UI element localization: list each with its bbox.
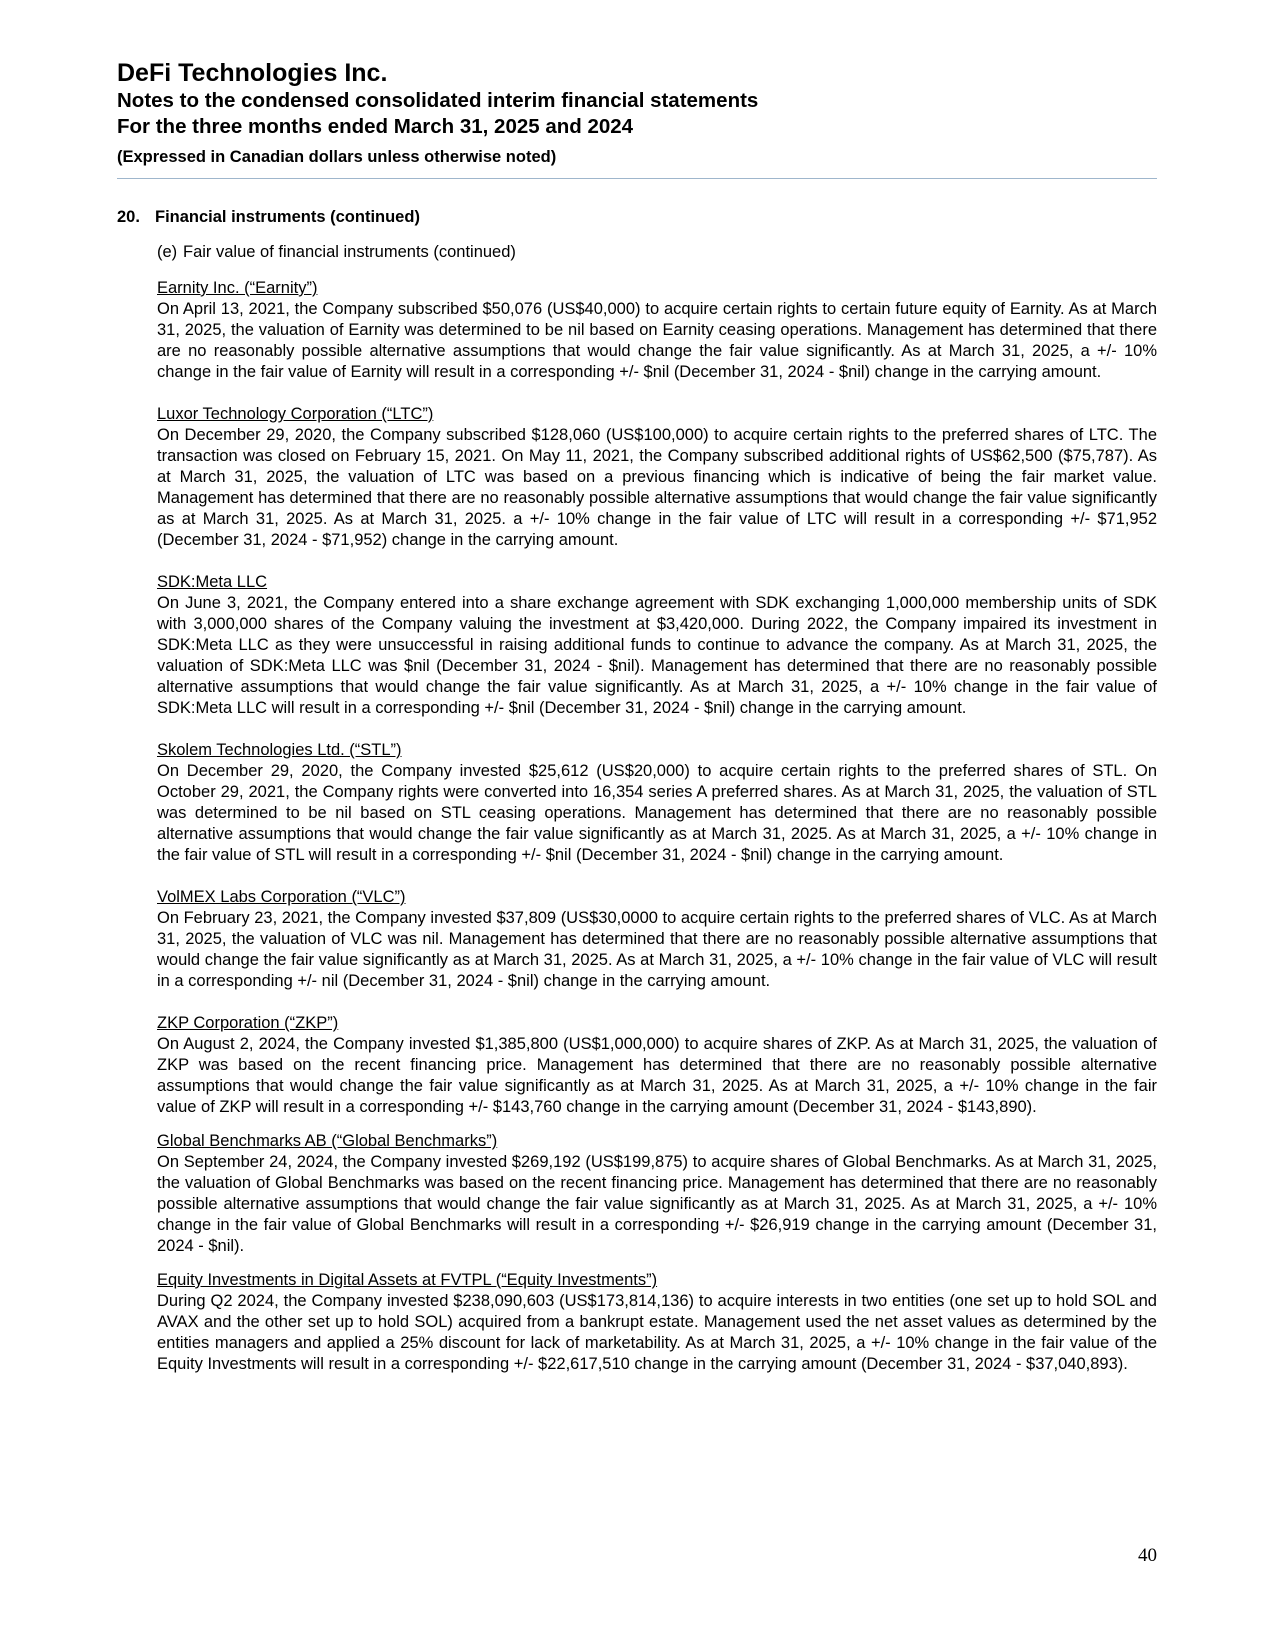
page-header xyxy=(117,58,1157,168)
investment-block-stl xyxy=(157,740,1157,866)
investment-block-global-benchmarks xyxy=(157,1131,1157,1257)
section-heading xyxy=(117,208,420,227)
subsection-label: (e) xyxy=(157,243,178,261)
header-divider xyxy=(117,178,1157,179)
block-title: SDK:Meta LLC xyxy=(157,573,268,591)
investment-block-vlc xyxy=(157,887,1157,992)
block-text: On September 24, 2024, the Company invested $269,192 (US$199,875) to acquire shares of Global Benchmarks. As at March 31, 2025, the valuation of Global Benchmarks was based on the recent financing price. Management has determined that there are no reasonably possible alternative assumptions that would change the fair value significantly as at March 31, 2025. As at March 31, 2025, a +/- 10% change in the fair value of Global Benchmarks will result in a corresponding +/- $26,919 change in the carrying amount (December 31, 2024 - $nil). xyxy=(157,1153,1157,1255)
subsection-title: Fair value of financial instruments (continued) xyxy=(183,243,516,261)
subsection-heading xyxy=(157,242,1157,263)
block-text: On February 23, 2021, the Company invested $37,809 (US$30,0000 to acquire certain rights to the preferred shares of VLC. As at March 31, 2025, the valuation of VLC was nil. Management has determined that there are no reasonably possible alternative assumptions that would change the fair value significantly as at March 31, 2025. As at March 31, 2025, a +/- 10% change in the fair value of VLC will result in a corresponding +/- nil (December 31, 2024 - $nil) change in the carrying amount. xyxy=(157,909,1157,990)
block-title: Equity Investments in Digital Assets at FVTPL (“Equity Investments”) xyxy=(157,1271,658,1289)
period-title: For the three months ended March 31, 2025 and 2024 xyxy=(117,115,634,138)
currency-note: (Expressed in Canadian dollars unless otherwise noted) xyxy=(117,148,557,166)
block-text: On August 2, 2024, the Company invested $1,385,800 (US$1,000,000) to acquire shares of ZKP. As at March 31, 2025, the valuation of ZKP was based on the recent financing price. Management has determined that there are no reasonably possible alternative assumptions that would change the fair value significantly as at March 31, 2025. As at March 31, 2025, a +/- 10% change in the fair value of ZKP will result in a corresponding +/- $143,760 change in the carrying amount (December 31, 2024 - $143,890). xyxy=(157,1035,1157,1116)
investment-block-equity-investments xyxy=(157,1270,1157,1375)
block-title: Skolem Technologies Ltd. (“STL”) xyxy=(157,741,402,759)
block-text: On June 3, 2021, the Company entered into a share exchange agreement with SDK exchanging 1,000,000 membership units of SDK with 3,000,000 shares of the Company valuing the investment at $3,420,000. During 2022, the Company impaired its investment in SDK:Meta LLC as they were unsuccessful in raising additional funds to continue to advance the company. As at March 31, 2025, the valuation of SDK:Meta LLC was $nil (December 31, 2024 - $nil). Management has determined that there are no reasonably possible alternative assumptions that would change the fair value significantly. As at March 31, 2025, a +/- 10% change in the fair value of SDK:Meta LLC will result in a corresponding +/- $nil (December 31, 2024 - $nil) change in the carrying amount. xyxy=(157,594,1157,717)
document-title: Notes to the condensed consolidated interim financial statements xyxy=(117,89,759,112)
section-title: Financial instruments (continued) xyxy=(155,208,420,226)
section-number: 20. xyxy=(117,208,140,226)
investment-block-sdk-meta xyxy=(157,572,1157,719)
block-title: VolMEX Labs Corporation (“VLC”) xyxy=(157,888,406,906)
investment-block-zkp xyxy=(157,1013,1157,1118)
block-title: Earnity Inc. (“Earnity”) xyxy=(157,279,318,297)
block-text: On April 13, 2021, the Company subscribed $50,076 (US$40,000) to acquire certain rights to certain future equity of Earnity. As at March 31, 2025, the valuation of Earnity was determined to be nil based on Earnity ceasing operations. Management has determined that there are no reasonably possible alternative assumptions that would change the fair value significantly. As at March 31, 2025, a +/- 10% change in the fair value of Earnity will result in a corresponding +/- $nil (December 31, 2024 - $nil) change in the carrying amount. xyxy=(157,300,1157,381)
note-content xyxy=(157,242,1157,1396)
company-name: DeFi Technologies Inc. xyxy=(117,59,388,87)
block-text: On December 29, 2020, the Company invested $25,612 (US$20,000) to acquire certain rights to the preferred shares of STL. On October 29, 2021, the Company rights were converted into 16,354 series A preferred shares. As at March 31, 2025, the valuation of STL was determined to be nil based on STL ceasing operations. Management has determined that there are no reasonably possible alternative assumptions that would change the fair value significantly as at March 31, 2025. As at March 31, 2025, a +/- 10% change in the fair value of STL will result in a corresponding +/- $nil (December 31, 2024 - $nil) change in the carrying amount. xyxy=(157,762,1157,864)
investment-block-ltc xyxy=(157,404,1157,551)
page-number: 40 xyxy=(1138,1545,1157,1566)
block-text: During Q2 2024, the Company invested $238,090,603 (US$173,814,136) to acquire interests in two entities (one set up to hold SOL and AVAX and the other set up to hold SOL) acquired from a bankrupt estate. Management used the net asset values as determined by the entities managers and applied a 25% discount for lack of marketability. As at March 31, 2025, a +/- 10% change in the fair value of the Equity Investments will result in a corresponding +/- $22,617,510 change in the carrying amount (December 31, 2024 - $37,040,893). xyxy=(157,1292,1157,1373)
block-title: Global Benchmarks AB (“Global Benchmarks”) xyxy=(157,1132,498,1150)
investment-block-earnity xyxy=(157,278,1157,383)
block-title: ZKP Corporation (“ZKP”) xyxy=(157,1014,339,1032)
block-text: On December 29, 2020, the Company subscribed $128,060 (US$100,000) to acquire certain rights to the preferred shares of LTC. The transaction was closed on February 15, 2021. On May 11, 2021, the Company subscribed additional rights of US$62,500 ($75,787). As at March 31, 2025, the valuation of LTC was based on a previous financing which is indicative of being the fair market value. Management has determined that there are no reasonably possible alternative assumptions that would change the fair value significantly as at March 31, 2025. As at March 31, 2025. a +/- 10% change in the fair value of LTC will result in a corresponding +/- $71,952 (December 31, 2024 - $71,952) change in the carrying amount. xyxy=(157,426,1157,549)
block-title: Luxor Technology Corporation (“LTC”) xyxy=(157,405,434,423)
